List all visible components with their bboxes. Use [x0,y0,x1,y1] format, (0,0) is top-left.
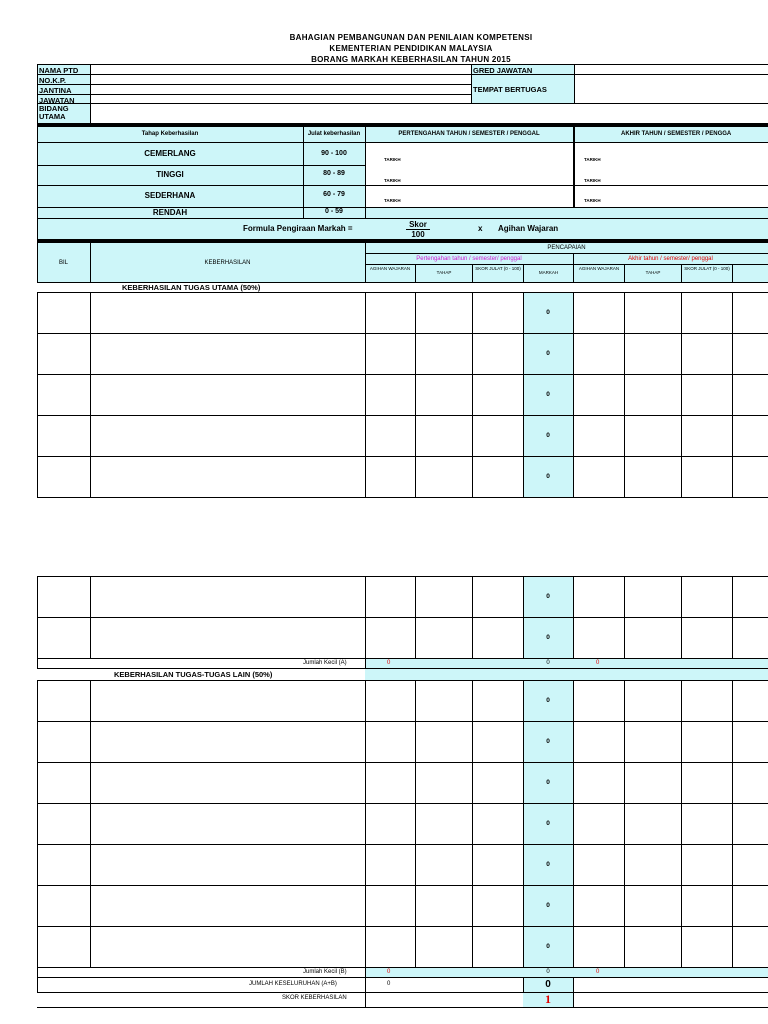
nama-ptd-field[interactable] [91,65,470,74]
section-a-title: KEBERHASILAN TUGAS UTAMA (50%) [122,283,261,292]
no-kp-field[interactable] [91,75,470,84]
col-pencapaian: PENCAPAIAN [547,245,586,251]
jantina-field[interactable] [91,85,470,94]
tarikh-label: TARIKH [584,178,601,183]
markah-value: 0 [546,350,550,357]
markah-value: 0 [546,779,550,786]
formula-label: Formula Pengiraan Markah = [243,224,353,233]
col-akhir-header: AKHIR TAHUN / SEMESTER / PENGGA [621,131,732,137]
section-b-title-bg [365,669,768,680]
formula-numerator: Skor [409,220,427,229]
jumlah-a-agihan: 0 [387,660,391,666]
formula-agihan: Agihan Wajaran [498,224,559,233]
jawatan-label: JAWATAN [39,96,75,105]
jumlah-b-agihan-akhir: 0 [596,969,600,975]
tarikh-label: TARIKH [584,198,601,203]
markah-value: 0 [546,820,550,827]
jumlah-keseluruhan-label: JUMLAH KESELURUHAN (A+B) [249,981,337,987]
col-tahap-2: TAHAP [645,270,661,275]
tarikh-label: TARIKH [384,178,401,183]
gred-jawatan-label: GRED JAWATAN [473,66,533,75]
col-tahap: TAHAP [436,270,452,275]
tahap-rendah: RENDAH [152,208,188,217]
tarikh-label: TARIKH [384,198,401,203]
tempat-bertugas-field[interactable] [575,75,768,103]
bidang-utama-label: BIDANG UTAMA [39,104,69,121]
markah-value: 0 [546,634,550,641]
tahap-tinggi: TINGGI [156,170,184,179]
gred-jawatan-field[interactable] [575,65,768,74]
header-ministry: KEMENTERIAN PENDIDIKAN MALAYSIA [329,44,493,53]
header-agency: BAHAGIAN PEMBANGUNAN DAN PENILAIAN KOMPETENSI [289,33,533,42]
jumlah-a-label: Jumlah Kecil (A) [303,660,347,666]
markah-value: 0 [546,391,550,398]
julat-rendah: 0 - 59 [325,208,343,215]
bidang-utama-field[interactable] [91,104,768,122]
col-keberhasilan: KEBERHASILAN [204,260,251,266]
markah-value: 0 [546,432,550,439]
jumlah-b-label: Jumlah Kecil (B) [303,969,347,975]
jawatan-field[interactable] [91,95,470,103]
nama-ptd-label: NAMA PTD [39,66,79,75]
skor-keberhasilan-label: SKOR KEBERHASILAN [282,995,347,1001]
col-pertengahan-header: PERTENGAHAN TAHUN / SEMESTER / PENGGAL [398,131,540,137]
form-title: BORANG MARKAH KEBERHASILAN TAHUN 2015 [311,55,511,64]
tarikh-label: TARIKH [384,157,401,162]
markah-value: 0 [546,738,550,745]
skor-keberhasilan-value: 1 [545,992,551,1006]
markah-value: 0 [546,861,550,868]
markah-value: 0 [546,902,550,909]
col-julat-header: Julat keberhasilan [307,131,361,137]
col-skor-julat-2: SKOR JULAT (0 - 100) [684,266,730,271]
formula-denominator: 100 [411,230,425,239]
jumlah-a-markah: 0 [546,660,550,666]
jumlah-b-agihan: 0 [387,969,391,975]
col-agihan-wajaran: AGIHAN WAJARAN [369,266,411,271]
col-bil: BIL [58,260,68,266]
col-pertengahan: Pertengahan tahun / semester/ penggal [416,256,522,262]
julat-sederhana: 60 - 79 [323,191,345,198]
jumlah-b-markah: 0 [546,969,550,975]
col-markah: MARKAH [538,270,559,275]
julat-tinggi: 80 - 89 [323,170,345,177]
jumlah-keseluruhan-markah: 0 [545,979,551,990]
jumlah-keseluruhan-agihan: 0 [387,981,391,987]
col-skor-julat: SKOR JULAT (0 - 100) [475,266,521,271]
julat-cemerlang: 90 - 100 [321,150,347,157]
section-b-title: KEBERHASILAN TUGAS-TUGAS LAIN (50%) [114,670,273,679]
col-agihan-wajaran-2: AGIHAN WAJARAN [578,266,620,271]
no-kp-label: NO.K.P. [39,76,66,85]
markah-value: 0 [546,593,550,600]
markah-value: 0 [546,309,550,316]
formula-times: x [478,224,483,233]
col-akhir: Akhir tahun / semester/ penggal [628,256,713,262]
tarikh-label: TARIKH [584,157,601,162]
jantina-label: JANTINA [39,86,72,95]
tahap-cemerlang: CEMERLANG [144,149,196,158]
tempat-bertugas-label: TEMPAT BERTUGAS [473,85,547,94]
markah-value: 0 [546,697,550,704]
col-tahap-header: Tahap Keberhasilan [141,131,199,137]
jumlah-a-agihan-akhir: 0 [596,660,600,666]
markah-value: 0 [546,943,550,950]
markah-value: 0 [546,473,550,480]
tahap-sederhana: SEDERHANA [144,191,196,200]
